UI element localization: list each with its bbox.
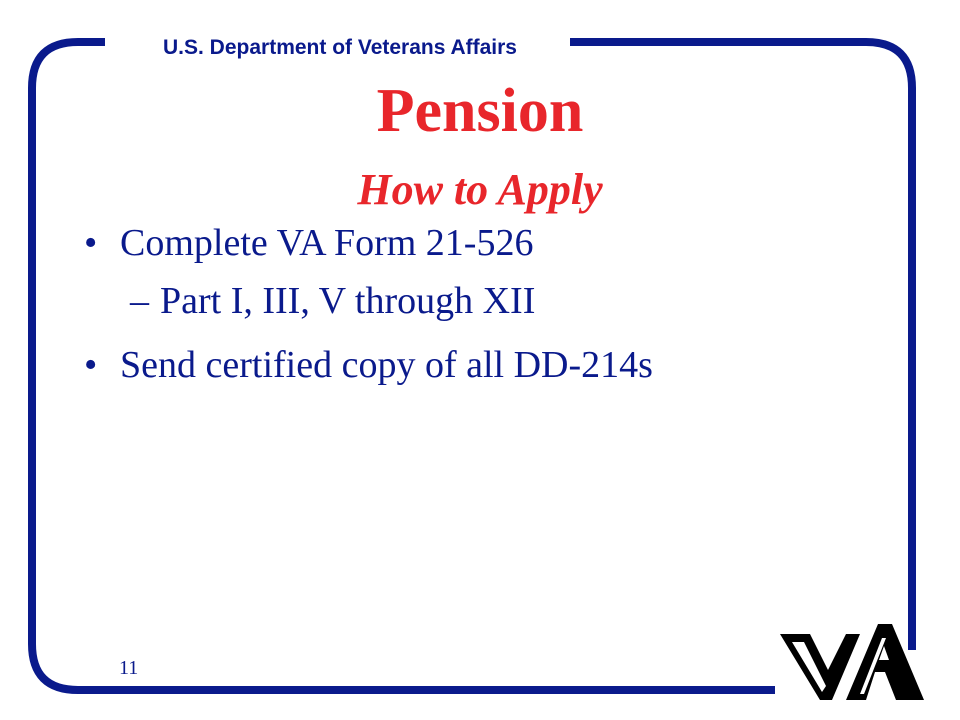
bullet-marker: • <box>84 222 98 264</box>
sub-bullet-text: Part I, III, V through XII <box>160 280 536 322</box>
va-logo-icon <box>776 616 926 706</box>
agency-header: U.S. Department of Veterans Affairs <box>112 33 568 63</box>
bullet-text: Complete VA Form 21-526 <box>120 222 534 264</box>
bullet-item <box>84 346 653 384</box>
bullet-item <box>84 224 533 262</box>
sub-bullet-item <box>130 282 535 320</box>
slide-title: Pension <box>376 77 584 145</box>
bullet-marker: • <box>84 344 98 386</box>
bullet-text: Send certified copy of all DD-214s <box>120 344 653 386</box>
sub-bullet-marker: – <box>130 280 149 322</box>
page-number: 11 <box>119 657 139 679</box>
slide-subtitle: How to Apply <box>357 165 603 214</box>
